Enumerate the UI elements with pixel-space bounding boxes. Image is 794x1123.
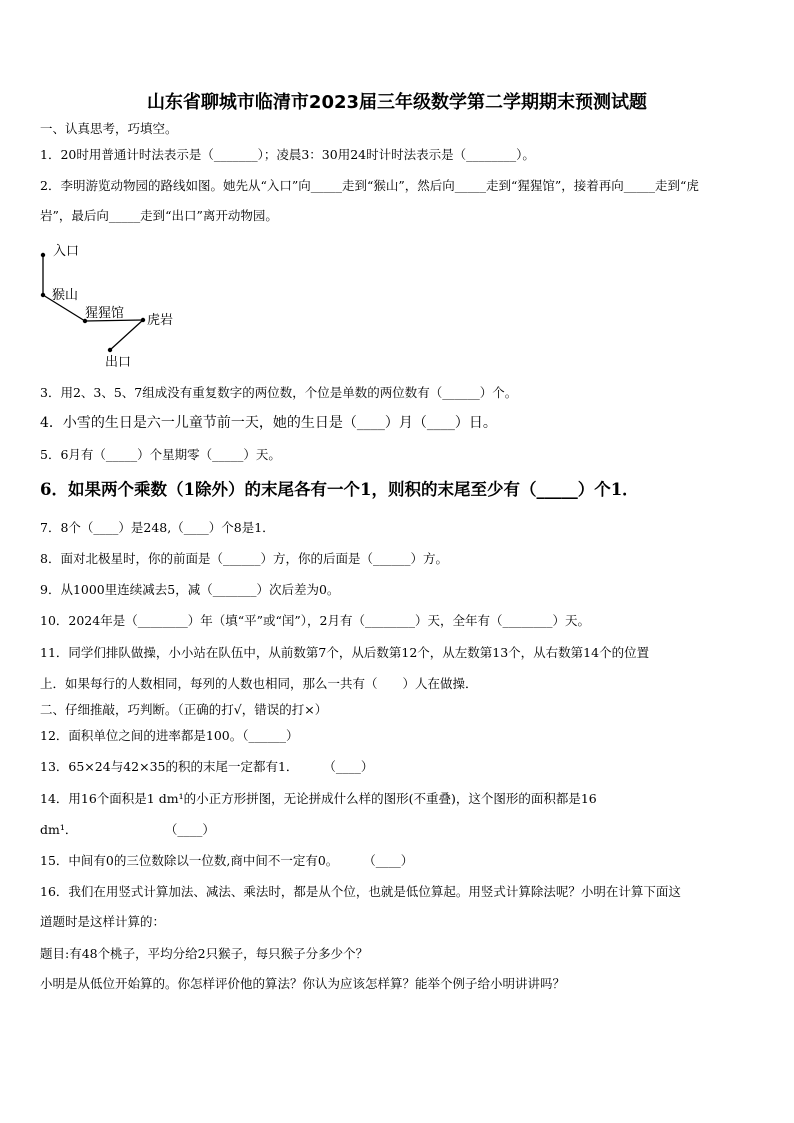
- question-11-line-1: 11．同学们排队做操，小小站在队伍中，从前数第7个，从后数第12个，从左数第13个，从右数第14个的位置: [40, 645, 650, 660]
- question-9: 9．从1000里连续减去5，减（_______）次后差为0。: [40, 582, 340, 597]
- section-heading-fill-blank: 一、认真思考，巧填空。: [40, 121, 178, 136]
- section-heading-judge: 二、仔细推敲，巧判断。（正确的打√，错误的打×）: [40, 702, 328, 717]
- question-16-line-4: 小明是从低位开始算的。你怎样评价他的算法？你认为应该怎样算？能举个例子给小明讲讲吗？: [40, 976, 566, 991]
- zoo-route-map: [28, 238, 228, 378]
- exit-point: [108, 348, 112, 352]
- question-15: 15．中间有0的三位数除以一位数,商中间不一定有0。 （____）: [40, 853, 414, 868]
- question-12: 12．面积单位之间的进率都是100。（______）: [40, 728, 299, 743]
- orangutan-hall-label: 猩猩馆: [85, 306, 125, 321]
- question-16-line-1: 16．我们在用竖式计算加法、减法、乘法时，都是从个位，也就是低位算起。用竖式计算除法呢？小明在计算下面这: [40, 884, 681, 899]
- question-3: 3．用2、3、5、7组成没有重复数字的两位数，个位是单数的两位数有（______）个。: [40, 385, 518, 400]
- question-16-line-2: 道题时是这样计算的：: [40, 914, 166, 929]
- exit-label: 出口: [105, 355, 132, 370]
- question-5: 5．6月有（_____）个星期零（_____）天。: [40, 447, 281, 462]
- question-14-line-2: dm¹． （____）: [40, 822, 215, 837]
- monkey-hill-point: [41, 293, 45, 297]
- question-6: 6．如果两个乘数（1除外）的末尾各有一个1，则积的末尾至少有（_____）个1．: [40, 480, 639, 499]
- route-segment-tiger-exit: [110, 320, 143, 350]
- question-16-line-3: 题目:有48个桃子，平均分给2只猴子，每只猴子分多少个？: [40, 946, 369, 961]
- question-4: 4．小雪的生日是六一儿童节前一天，她的生日是（____）月（____）日。: [40, 415, 497, 431]
- question-2-line-2: 岩”，最后向_____走到“出口”离开动物园。: [40, 208, 278, 223]
- question-14-line-1: 14．用16个面积是1 dm¹的小正方形拼图，无论拼成什么样的图形(不重叠)，这个图形的面积都是16: [40, 791, 597, 806]
- monkey-hill-label: 猴山: [52, 288, 79, 303]
- question-11-line-2: 上．如果每行的人数相同，每列的人数也相同，那么一共有（ ）人在做操．: [40, 676, 478, 691]
- question-2-line-1: 2．李明游览动物园的路线如图。她先从“入口”向_____走到“猴山”，然后向_____走到“猩猩馆”，接着再向_____走到“虎: [40, 178, 699, 193]
- tiger-rock-point: [141, 318, 145, 322]
- question-8: 8．面对北极星时，你的前面是（______）方，你的后面是（______）方。: [40, 551, 448, 566]
- question-13: 13．65×24与42×35的积的末尾一定都有1． （____）: [40, 759, 374, 774]
- question-10: 10．2024年是（________）年（填“平”或“闰”），2月有（________）天，全年有（________）天。: [40, 613, 590, 628]
- entrance-point: [41, 253, 45, 257]
- question-1: 1．20时用普通计时法表示是（_______）；凌晨3：30用24时计时法表示是（________）。: [40, 147, 535, 162]
- page-title: 山东省聊城市临清市2023届三年级数学第二学期期末预测试题: [146, 92, 648, 113]
- tiger-rock-label: 虎岩: [147, 313, 174, 328]
- entrance-label: 入口: [53, 244, 80, 259]
- question-7: 7．8个（____）是248,（____）个8是1．: [40, 520, 275, 535]
